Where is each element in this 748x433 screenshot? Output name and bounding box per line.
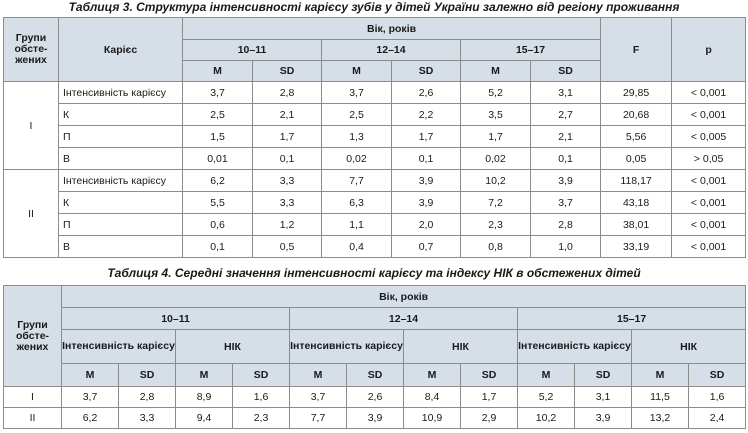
f-value: 118,17: [601, 170, 672, 192]
value-cell: 2,6: [392, 82, 461, 104]
caries-type: В: [59, 236, 183, 258]
value-cell: 0,1: [531, 148, 601, 170]
value-cell: 6,2: [183, 170, 253, 192]
value-cell: 2,9: [461, 408, 518, 429]
f-value: 0,05: [601, 148, 672, 170]
value-cell: 1,1: [322, 214, 392, 236]
value-cell: 1,2: [253, 214, 322, 236]
sd-header: SD: [253, 61, 322, 82]
value-cell: 6,3: [322, 192, 392, 214]
value-cell: 10,9: [404, 408, 461, 429]
m-header: M: [322, 61, 392, 82]
table3-caption: Таблиця 3. Структура інтенсивності карієсу зубів у дітей України залежно від регіону проживання: [68, 0, 680, 14]
value-cell: 2,4: [689, 408, 746, 429]
p-value: < 0,001: [672, 170, 746, 192]
f-value: 20,68: [601, 104, 672, 126]
p-value: < 0,001: [672, 104, 746, 126]
value-cell: 2,6: [347, 387, 404, 408]
table-row: [4, 82, 746, 104]
age-range-header: 10–11: [62, 308, 290, 330]
value-cell: 0,1: [183, 236, 253, 258]
p-value: < 0,001: [672, 214, 746, 236]
caries-type: К: [59, 104, 183, 126]
m-header: M: [176, 364, 233, 387]
value-cell: 8,4: [404, 387, 461, 408]
value-cell: 7,7: [290, 408, 347, 429]
p-header: p: [672, 18, 746, 82]
value-cell: 0,02: [322, 148, 392, 170]
value-cell: 3,7: [62, 387, 119, 408]
value-cell: 10,2: [461, 170, 531, 192]
age-range-header: 15–17: [461, 40, 601, 61]
value-cell: 2,3: [233, 408, 290, 429]
value-cell: 5,2: [461, 82, 531, 104]
m-header: M: [632, 364, 689, 387]
value-cell: 13,2: [632, 408, 689, 429]
value-cell: 3,7: [290, 387, 347, 408]
value-cell: 2,8: [253, 82, 322, 104]
value-cell: 3,7: [531, 192, 601, 214]
table4: [3, 285, 746, 429]
table3: [3, 17, 746, 258]
value-cell: 0,6: [183, 214, 253, 236]
f-value: 38,01: [601, 214, 672, 236]
value-cell: 10,2: [518, 408, 575, 429]
value-cell: 1,3: [322, 126, 392, 148]
caries-type: К: [59, 192, 183, 214]
caries-type: П: [59, 214, 183, 236]
value-cell: 3,9: [392, 170, 461, 192]
value-cell: 3,9: [347, 408, 404, 429]
sd-header: SD: [575, 364, 632, 387]
value-cell: 1,7: [461, 126, 531, 148]
sd-header: SD: [461, 364, 518, 387]
value-cell: 3,9: [575, 408, 632, 429]
value-cell: 0,1: [253, 148, 322, 170]
value-cell: 2,1: [253, 104, 322, 126]
value-cell: 3,9: [531, 170, 601, 192]
p-value: < 0,001: [672, 82, 746, 104]
value-cell: 1,6: [689, 387, 746, 408]
table-row: [4, 387, 746, 408]
table4-caption: Таблиця 4. Середні значення інтенсивності карієсу та індексу НІК в обстежених дітей: [107, 266, 641, 280]
m-header: M: [404, 364, 461, 387]
groups-header: Групи обсте-жених: [4, 18, 59, 82]
f-header: F: [601, 18, 672, 82]
value-cell: 0,8: [461, 236, 531, 258]
value-cell: 3,1: [575, 387, 632, 408]
value-cell: 8,9: [176, 387, 233, 408]
caries-type: Інтенсивність карієсу: [59, 82, 183, 104]
f-value: 5,56: [601, 126, 672, 148]
nik-header: НІК: [404, 330, 518, 364]
table-row: [4, 192, 746, 214]
value-cell: 3,9: [392, 192, 461, 214]
table-row: [4, 126, 746, 148]
value-cell: 1,7: [392, 126, 461, 148]
table-row: [4, 408, 746, 429]
nik-header: НІК: [176, 330, 290, 364]
m-header: M: [62, 364, 119, 387]
age-header: Вік, років: [62, 286, 746, 308]
table-row: [4, 236, 746, 258]
value-cell: 1,6: [233, 387, 290, 408]
f-value: 33,19: [601, 236, 672, 258]
sd-header: SD: [233, 364, 290, 387]
age-range-header: 10–11: [183, 40, 322, 61]
intensity-header: Інтенсивність карієсу: [518, 330, 632, 364]
value-cell: 2,5: [322, 104, 392, 126]
group-label: I: [4, 82, 59, 170]
age-range-header: 15–17: [518, 308, 746, 330]
sd-header: SD: [531, 61, 601, 82]
value-cell: 9,4: [176, 408, 233, 429]
sd-header: SD: [392, 61, 461, 82]
value-cell: 0,4: [322, 236, 392, 258]
p-value: < 0,005: [672, 126, 746, 148]
caries-type: Інтенсивність карієсу: [59, 170, 183, 192]
group-label: I: [4, 387, 62, 408]
m-header: M: [518, 364, 575, 387]
value-cell: 11,5: [632, 387, 689, 408]
value-cell: 2,8: [531, 214, 601, 236]
value-cell: 0,1: [392, 148, 461, 170]
value-cell: 7,2: [461, 192, 531, 214]
f-value: 29,85: [601, 82, 672, 104]
value-cell: 2,1: [531, 126, 601, 148]
f-value: 43,18: [601, 192, 672, 214]
caries-type: В: [59, 148, 183, 170]
value-cell: 3,7: [183, 82, 253, 104]
value-cell: 0,01: [183, 148, 253, 170]
intensity-header: Інтенсивність карієсу: [290, 330, 404, 364]
value-cell: 2,7: [531, 104, 601, 126]
value-cell: 1,0: [531, 236, 601, 258]
age-header: Вік, років: [183, 18, 601, 40]
value-cell: 3,5: [461, 104, 531, 126]
value-cell: 3,7: [322, 82, 392, 104]
sd-header: SD: [347, 364, 404, 387]
value-cell: 0,02: [461, 148, 531, 170]
nik-header: НІК: [632, 330, 746, 364]
intensity-header: Інтенсивність карієсу: [62, 330, 176, 364]
value-cell: 5,5: [183, 192, 253, 214]
table-row: [4, 104, 746, 126]
value-cell: 5,2: [518, 387, 575, 408]
table-row: [4, 170, 746, 192]
age-range-header: 12–14: [290, 308, 518, 330]
value-cell: 1,5: [183, 126, 253, 148]
table-row: [4, 148, 746, 170]
value-cell: 0,5: [253, 236, 322, 258]
p-value: > 0,05: [672, 148, 746, 170]
value-cell: 2,2: [392, 104, 461, 126]
m-header: M: [290, 364, 347, 387]
age-range-header: 12–14: [322, 40, 461, 61]
value-cell: 2,3: [461, 214, 531, 236]
value-cell: 2,5: [183, 104, 253, 126]
group-label: II: [4, 170, 59, 258]
value-cell: 0,7: [392, 236, 461, 258]
value-cell: 2,0: [392, 214, 461, 236]
sd-header: SD: [119, 364, 176, 387]
value-cell: 3,3: [253, 170, 322, 192]
group-label: II: [4, 408, 62, 429]
value-cell: 1,7: [461, 387, 518, 408]
p-value: < 0,001: [672, 192, 746, 214]
value-cell: 1,7: [253, 126, 322, 148]
groups-header: Групи обсте-жених: [4, 286, 62, 387]
value-cell: 6,2: [62, 408, 119, 429]
p-value: < 0,001: [672, 236, 746, 258]
caries-type: П: [59, 126, 183, 148]
sd-header: SD: [689, 364, 746, 387]
m-header: M: [461, 61, 531, 82]
value-cell: 3,1: [531, 82, 601, 104]
m-header: M: [183, 61, 253, 82]
table-row: [4, 214, 746, 236]
value-cell: 3,3: [253, 192, 322, 214]
value-cell: 2,8: [119, 387, 176, 408]
value-cell: 3,3: [119, 408, 176, 429]
caries-header: Карієс: [59, 18, 183, 82]
value-cell: 7,7: [322, 170, 392, 192]
